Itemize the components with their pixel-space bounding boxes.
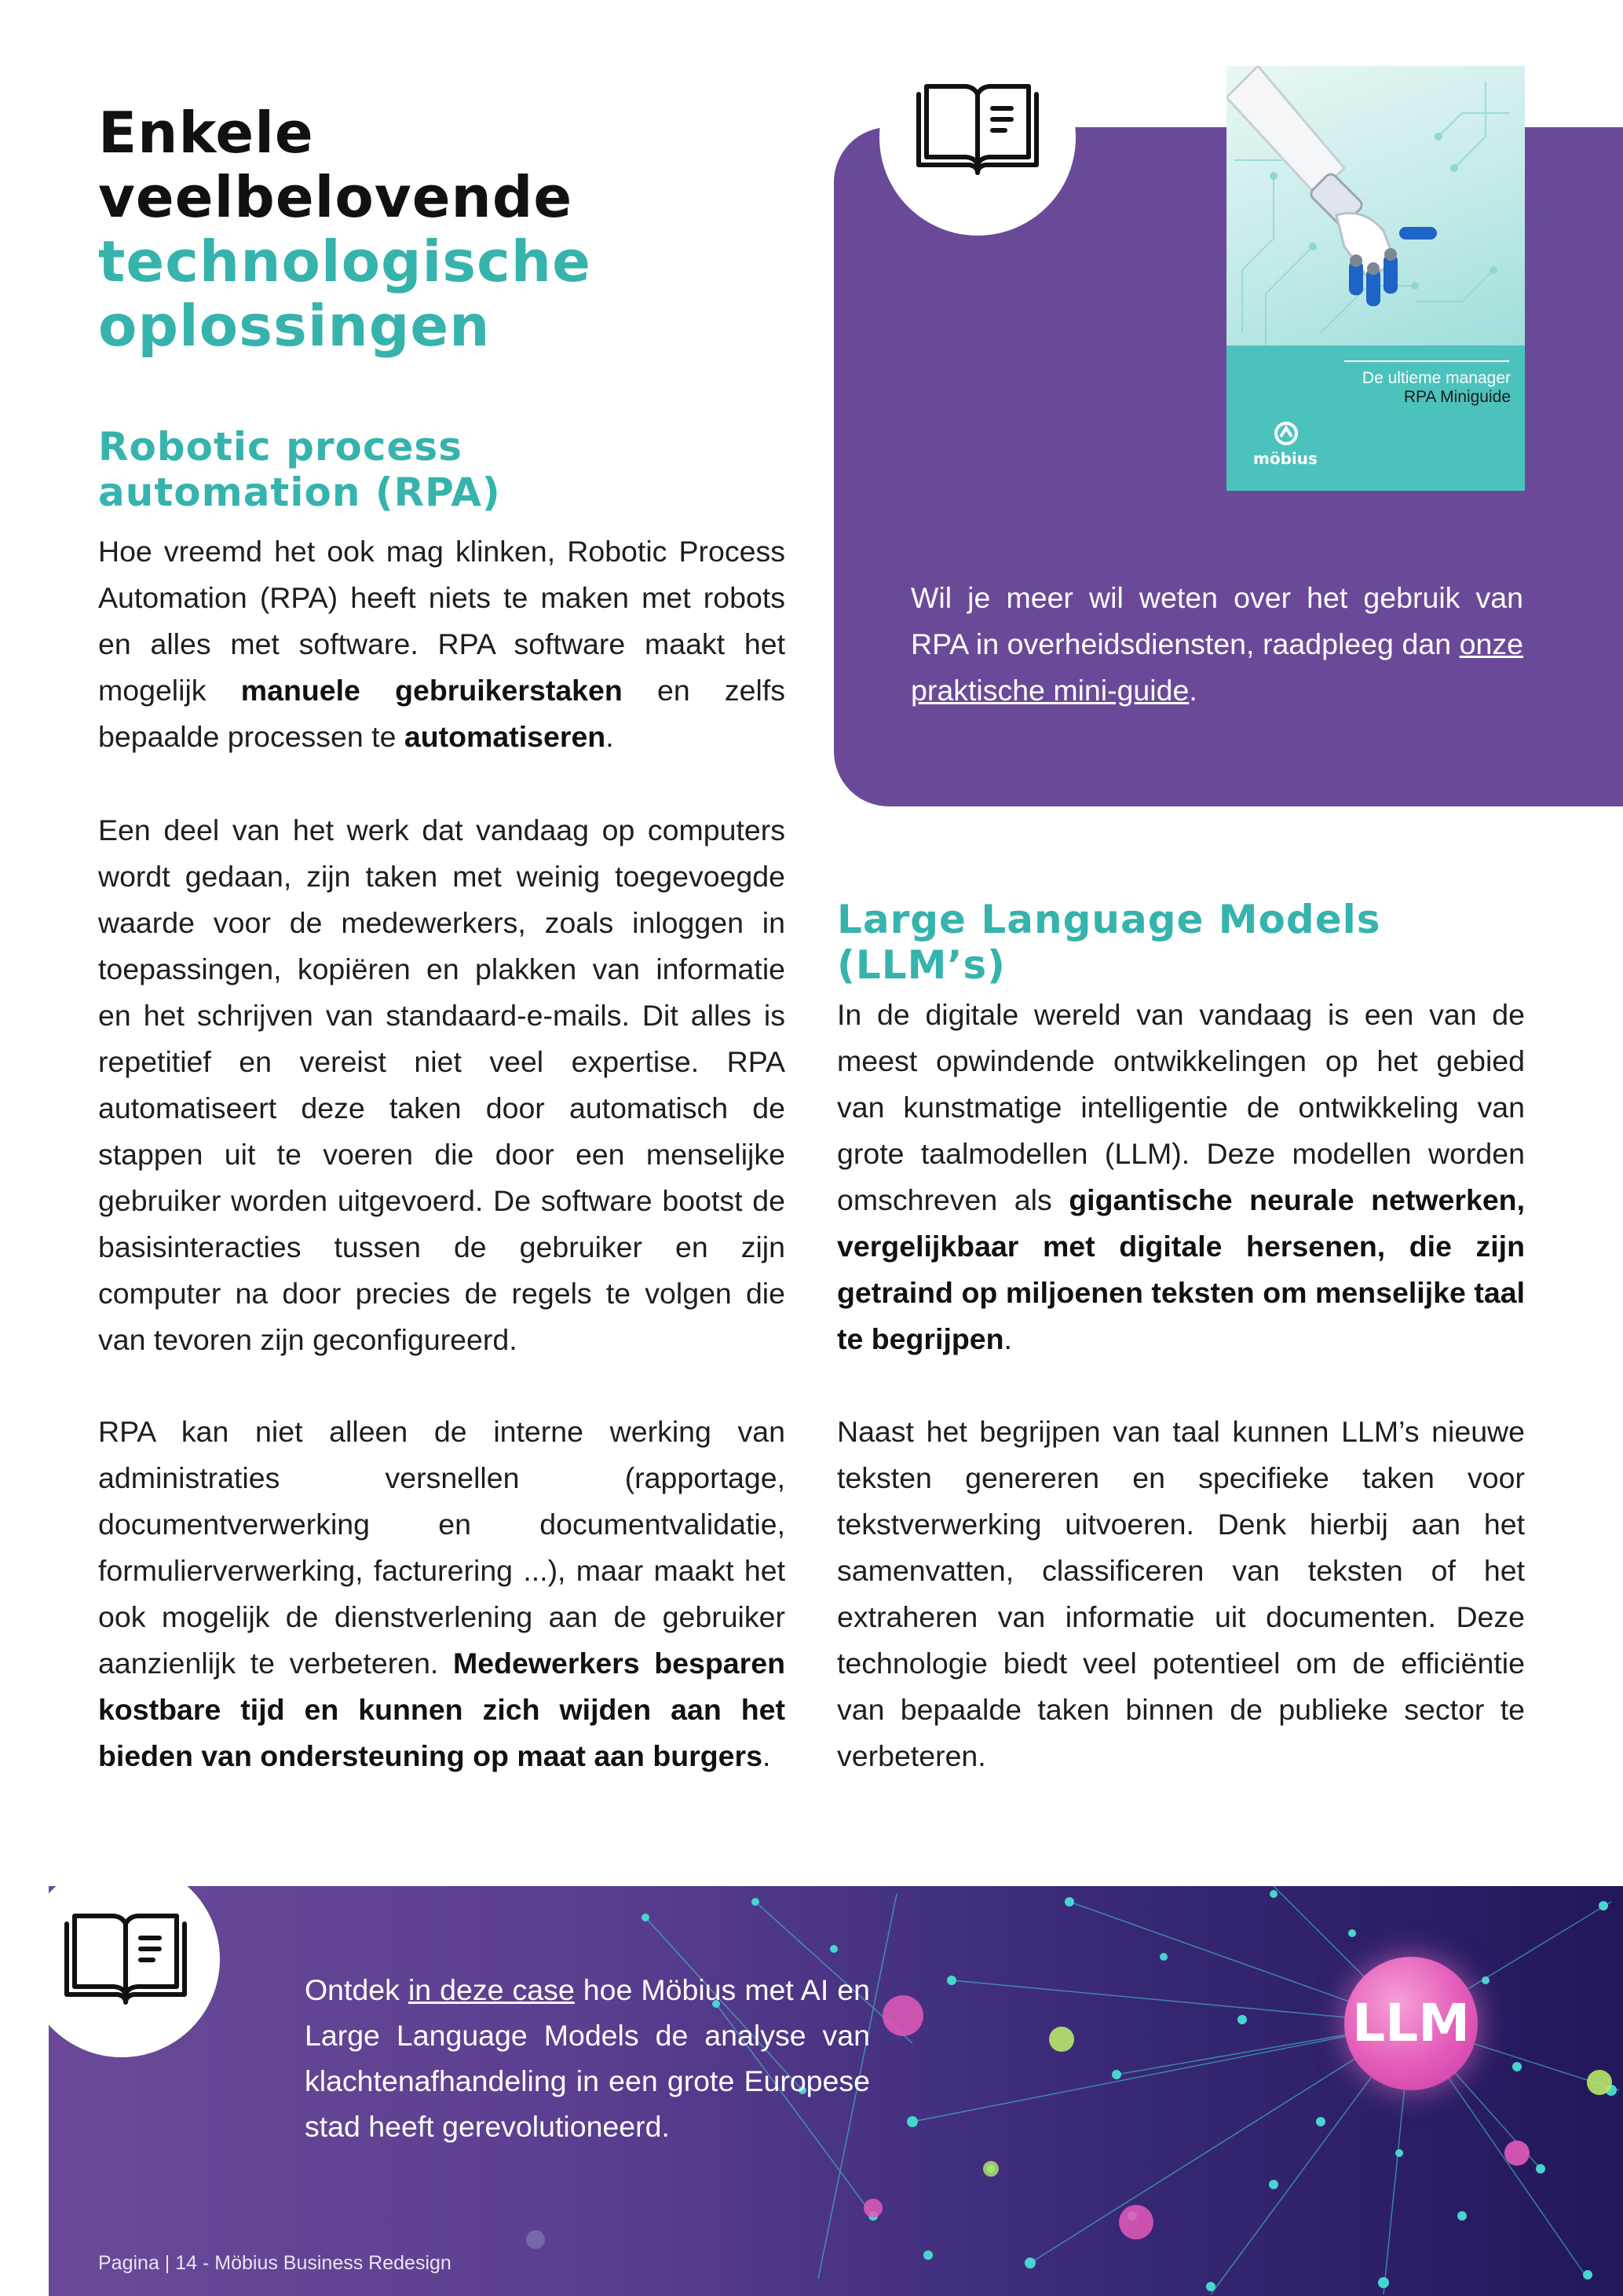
cover-brand: möbius: [1253, 449, 1318, 468]
rpa-p1-text-2: en zelfs bepaalde processen te: [98, 674, 785, 753]
rpa-p1-bold-2: automatiseren: [404, 720, 606, 753]
case-banner-text: [305, 1967, 870, 2149]
llm-p1-text: In de digitale wereld van vandaag is een van de meest opwindende ontwikkelingen op het gebied van kunstmatige intelligentie de ontwikkeling van grote taalmodellen (LLM). Deze modellen worden omschreven als: [837, 998, 1525, 1216]
rpa-p1-bold-1: manuele gebruikerstaken: [240, 674, 623, 707]
llm-paragraph-1: [837, 992, 1525, 1362]
llm-heading-line-1: Large Language Models: [837, 897, 1381, 942]
rpa-p1-end: .: [605, 720, 614, 753]
llm-p1-bold: gigantische neurale netwerken, vergelijkbaar met digitale hersenen, die zijn getraind op miljoenen teksten om menselijke taal te begrijpen: [837, 1183, 1526, 1355]
llm-p1-end: .: [1003, 1322, 1012, 1355]
robot-arm-illustration: [1226, 66, 1437, 306]
title-line-1: Enkele: [98, 100, 314, 166]
rpa-paragraph-3: [98, 1409, 785, 1779]
cover-bottom-band: [1226, 345, 1525, 491]
title-line-2: veelbelovende: [98, 164, 573, 230]
rpa-paragraph-2: Een deel van het werk dat vandaag op computers wordt gedaan, zijn taken met weinig toegevoegde waarde voor de medewerkers, zoals inloggen in toepassingen, kopiëren en plakken van informatie en het schrijven van standaard-e-mails. Dit alles is repetitief en vereist niet veel expertise. RPA automatiseert deze taken door automatisch de stappen uit te voeren die door een menselijke gebruiker worden uitgevoerd. De software bootst de basisinteracties tussen de gebruiker en zijn computer na door precies de regels te volgen die van tevoren zijn geconfigureerd.: [98, 813, 785, 1356]
guide-text: Wil je meer wil weten over het gebruik van RPA in overheidsdiensten, raadpleeg dan: [911, 581, 1523, 660]
guide-callout-text: [911, 575, 1523, 714]
cover-title: RPA Miniguide: [1403, 388, 1511, 406]
banner-text: Ontdek: [305, 1973, 408, 2006]
guide-text-end: .: [1189, 674, 1197, 707]
mobius-logo-icon: [1274, 421, 1299, 446]
title-line-3: technologische: [98, 229, 591, 294]
miniguide-cover[interactable]: [1226, 66, 1525, 491]
llm-heading: [837, 897, 1591, 988]
cover-subtitle: De ultieme manager: [1362, 369, 1511, 387]
title-line-4: oplossingen: [98, 293, 491, 359]
rpa-p1-text: Hoe vreemd het ook mag klinken, Robotic Process Automation (RPA) heeft niets te maken met robots en alles met software. RPA software maakt het mogelijk: [98, 535, 785, 707]
rpa-paragraph-1: [98, 528, 785, 760]
llm-paragraph-2: Naast het begrijpen van taal kunnen LLM’s nieuwe teksten genereren en specifieke taken voor tekstverwerking uitvoeren. Denk hierbij aan het samenvatten, classificeren van teksten of het extraheren van informatie uit documenten. Deze technologie biedt veel potentieel om de efficiëntie van bepaalde taken binnen de publieke sector te verbeteren.: [837, 1415, 1525, 1772]
cover-divider: [1344, 360, 1509, 362]
circuit-pattern: [1226, 66, 1525, 345]
page-title: [98, 101, 805, 358]
rpa-heading-line-2: automation (RPA): [98, 470, 501, 515]
rpa-p3-end: .: [762, 1739, 771, 1772]
rpa-heading: [98, 424, 805, 515]
rpa-p3-text: RPA kan niet alleen de interne werking van administraties versnellen (rapportage, documentverwerking en documentvalidatie, formulierverwerking, facturering ...), maar maakt het ook mogelijk de dienstverlening aan de gebruiker aanzienlijk te verbeteren.: [98, 1415, 785, 1680]
open-book-icon: [59, 1908, 192, 2010]
page-footer: Pagina | 14 - Möbius Business Redesign: [98, 2252, 451, 2274]
banner-text-end: hoe Möbius met AI en Large Language Models de analyse van klachtenafhandeling in een grote Europese stad heeft gerevolutioneerd.: [305, 1973, 870, 2143]
llm-badge: LLM: [1344, 1957, 1478, 2090]
case-link[interactable]: in deze case: [408, 1973, 575, 2006]
rpa-p3-bold: Medewerkers besparen kostbare tijd en kunnen zich wijden aan het bieden van ondersteuning op maat aan burgers: [98, 1647, 785, 1772]
open-book-icon: [911, 79, 1044, 181]
rpa-heading-line-1: Robotic process: [98, 424, 462, 470]
llm-heading-line-2: (LLM’s): [837, 942, 1006, 988]
mini-guide-link[interactable]: onze praktische mini-guide: [911, 627, 1523, 707]
